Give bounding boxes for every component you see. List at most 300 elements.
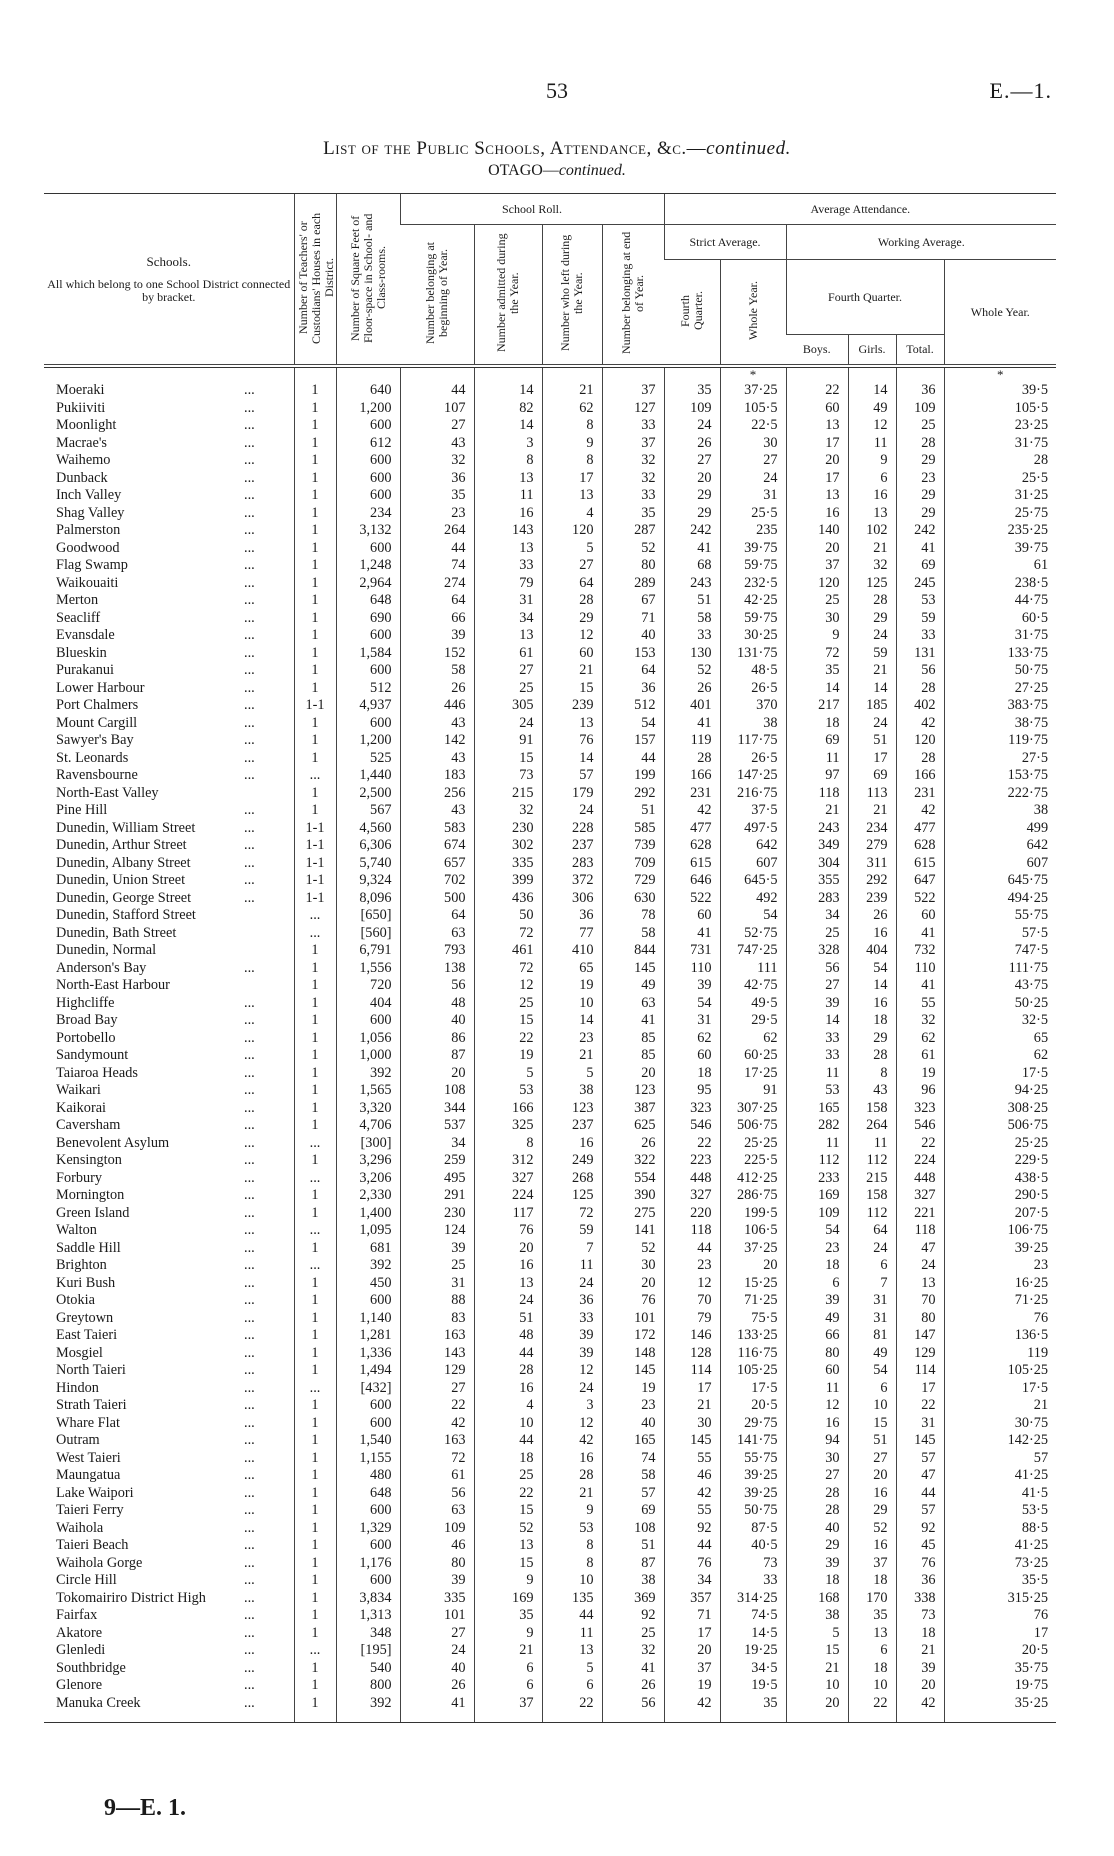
working-boys-cell: 18 [786,1257,848,1275]
roll-left-cell: 21 [542,382,602,400]
roll-left-cell: 22 [542,1695,602,1723]
roll-admitted-cell: 143 [474,522,542,540]
roll-left-cell: 39 [542,1345,602,1363]
roll-admitted-cell: 28 [474,1362,542,1380]
teachers-houses-cell: 1 [294,610,336,628]
roll-left-cell: 268 [542,1170,602,1188]
roll-admitted-cell: 48 [474,1327,542,1345]
roll-admitted-cell: 35 [474,1607,542,1625]
table-row [44,417,1056,435]
roll-admitted-cell: 14 [474,417,542,435]
roll-admitted-cell: 24 [474,715,542,733]
roll-admitted-header [474,225,542,365]
school-name-cell [44,1467,294,1485]
roll-beginning-cell: 43 [400,802,474,820]
teachers-houses-cell: 1 [294,1030,336,1048]
table-row [44,820,1056,838]
strict-fourth-cell: 79 [664,1310,720,1328]
school-name-cell [44,540,294,558]
working-whole-cell: 105·25 [944,1362,1056,1380]
school-name-cell [44,1397,294,1415]
strict-fourth-cell: 62 [664,1030,720,1048]
table-row [44,872,1056,890]
school-name-cell [44,1292,294,1310]
table-row [44,960,1056,978]
roll-left-cell: 24 [542,802,602,820]
working-total-cell: 33 [896,627,944,645]
working-whole-cell: 39·25 [944,1240,1056,1258]
working-boys-cell: 11 [786,1065,848,1083]
strict-whole-cell: 52·75 [720,925,786,943]
working-girls-cell: 17 [848,750,896,768]
roll-end-cell: 287 [602,522,664,540]
leader-dots: ... [244,1327,255,1343]
roll-end-header [602,225,664,365]
leader-dots: ... [244,1659,255,1676]
working-total-cell: 17 [896,1380,944,1398]
working-girls-cell: 24 [848,627,896,645]
school-name: Brighton [56,1257,107,1273]
teachers-houses-cell: 1 [294,1625,336,1643]
roll-admitted-cell: 72 [474,925,542,943]
strict-whole-cell: 116·75 [720,1345,786,1363]
page-reference: E.—1. [989,78,1052,103]
roll-end-cell: 123 [602,1082,664,1100]
table-row [44,1572,1056,1590]
roll-beginning-cell: 101 [400,1607,474,1625]
strict-whole-cell: 71·25 [720,1292,786,1310]
teachers-houses-cell: 1 [294,1240,336,1258]
strict-fourth-cell: 18 [664,1065,720,1083]
roll-admitted-cell: 44 [474,1432,542,1450]
floor-space-cell: 1,565 [336,1082,400,1100]
working-whole-cell: 41·5 [944,1485,1056,1503]
strict-whole-cell: 506·75 [720,1117,786,1135]
working-total-cell: 55 [896,995,944,1013]
roll-left-cell: 15 [542,680,602,698]
school-name: Purakanui [56,662,114,678]
roll-left-cell: 33 [542,1310,602,1328]
working-total-cell: 546 [896,1117,944,1135]
working-whole-cell: 60·5 [944,610,1056,628]
teachers-houses-cell: 1 [294,1572,336,1590]
school-name: Strath Taieri [56,1397,127,1413]
working-total-cell: 42 [896,802,944,820]
school-name-cell [44,855,294,873]
school-name-cell [44,785,294,803]
floor-space-cell: 600 [336,470,400,488]
roll-beginning-cell: 129 [400,1362,474,1380]
roll-end-cell: 58 [602,1467,664,1485]
roll-left-cell: 12 [542,1415,602,1433]
working-girls-cell: 14 [848,382,896,400]
roll-end-cell: 64 [602,662,664,680]
leader-dots: ... [244,522,255,538]
roll-beginning-cell: 657 [400,855,474,873]
roll-admitted-cell: 53 [474,1082,542,1100]
school-name-cell [44,1502,294,1520]
strict-fourth-cell: 42 [664,802,720,820]
school-name: Moonlight [56,417,117,433]
roll-end-cell: 25 [602,1625,664,1643]
working-girls-cell: 14 [848,977,896,995]
roll-left-cell: 57 [542,767,602,785]
leader-dots: ... [244,1379,255,1396]
leader-dots: ... [244,1502,255,1518]
working-total-cell: 245 [896,575,944,593]
table-row [44,732,1056,750]
leader-dots: ... [244,662,255,678]
working-whole-cell: 119·75 [944,732,1056,750]
roll-beginning-cell: 40 [400,1660,474,1678]
teachers-houses-cell: ... [294,925,336,943]
working-whole-cell: 308·25 [944,1100,1056,1118]
working-whole-cell: 39·75 [944,540,1056,558]
strict-fourth-cell: 42 [664,1695,720,1723]
roll-admitted-cell: 13 [474,627,542,645]
working-total-cell: 22 [896,1135,944,1153]
table-row [44,1030,1056,1048]
school-name: Broad Bay [56,1012,118,1028]
school-name: Dunedin, Bath Street [56,924,177,941]
working-whole-cell: 229·5 [944,1152,1056,1170]
leader-dots: ... [244,959,255,976]
roll-left-cell: 5 [542,540,602,558]
table-row [44,1362,1056,1380]
table-title [0,138,1114,160]
floor-space-cell: 480 [336,1467,400,1485]
roll-end-cell: 58 [602,925,664,943]
leader-dots: ... [244,1152,255,1168]
roll-end-cell: 625 [602,1117,664,1135]
working-boys-cell: 54 [786,1222,848,1240]
working-girls-cell: 51 [848,732,896,750]
table-row [44,1467,1056,1485]
working-whole-cell: 17·5 [944,1065,1056,1083]
table-row [44,1222,1056,1240]
table-row [44,837,1056,855]
working-total-cell: 29 [896,505,944,523]
leader-dots: ... [244,1624,255,1641]
strict-whole-cell: 747·25 [720,942,786,960]
working-girls-cell: 6 [848,1380,896,1398]
roll-admitted-cell: 51 [474,1310,542,1328]
teachers-houses-cell: 1 [294,732,336,750]
working-boys-cell: 37 [786,557,848,575]
working-whole-cell: 88·5 [944,1520,1056,1538]
subtitle-continued: continued. [558,162,626,179]
school-name: Glenore [56,1677,103,1693]
working-whole-cell: 35·75 [944,1660,1056,1678]
leader-dots: ... [244,487,255,503]
working-total-cell: 57 [896,1502,944,1520]
roll-end-cell: 289 [602,575,664,593]
roll-beginning-cell: 142 [400,732,474,750]
strict-fourth-cell: 27 [664,452,720,470]
schools-header-label: Schools. [146,253,191,269]
leader-dots: ... [244,539,255,556]
school-name: Tokomairiro District High [56,1589,206,1606]
strict-whole-label: Whole Year. [745,281,760,340]
strict-whole-cell: 117·75 [720,732,786,750]
table-row [44,1100,1056,1118]
teachers-houses-cell: 1 [294,1187,336,1205]
strict-average-header: Strict Average. [664,225,786,260]
floor-space-cell: 4,706 [336,1117,400,1135]
teachers-houses-cell: 1 [294,557,336,575]
working-whole-cell: 153·75 [944,767,1056,785]
school-name-cell [44,557,294,575]
floor-space-cell: 525 [336,750,400,768]
roll-end-cell: 80 [602,557,664,575]
strict-fourth-cell: 17 [664,1380,720,1398]
floor-space-cell: 1,000 [336,1047,400,1065]
floor-space-cell: 1,540 [336,1432,400,1450]
strict-fourth-cell: 21 [664,1397,720,1415]
roll-left-cell: 38 [542,1082,602,1100]
school-name: Dunedin, Normal [56,942,157,958]
table-row [44,592,1056,610]
strict-fourth-cell: 646 [664,872,720,890]
strict-fourth-cell: 28 [664,750,720,768]
floor-space-cell: 8,096 [336,890,400,908]
roll-beginning-cell: 26 [400,680,474,698]
floor-space-cell: 1,400 [336,1205,400,1223]
working-whole-cell: 73·25 [944,1555,1056,1573]
roll-end-cell: 322 [602,1152,664,1170]
school-name-cell [44,1607,294,1625]
working-total-cell: 76 [896,1555,944,1573]
roll-end-cell: 630 [602,890,664,908]
roll-left-cell: 24 [542,1380,602,1398]
teachers-houses-cell: 1 [294,1555,336,1573]
table-row [44,1502,1056,1520]
strict-whole-cell: 216·75 [720,785,786,803]
roll-beginning-cell: 291 [400,1187,474,1205]
floor-space-cell: 1,494 [336,1362,400,1380]
working-total-cell: 70 [896,1292,944,1310]
floor-space-cell: 512 [336,680,400,698]
strict-fourth-cell: 522 [664,890,720,908]
working-whole-cell: 31·75 [944,627,1056,645]
roll-admitted-cell: 6 [474,1660,542,1678]
roll-end-cell: 153 [602,645,664,663]
leader-dots: ... [244,1432,255,1448]
working-girls-cell: 29 [848,610,896,628]
school-name: Mount Cargill [56,714,138,731]
roll-left-label: Number who left during the Year. [558,234,585,352]
strict-fourth-cell: 55 [664,1450,720,1468]
roll-beginning-label: Number belonging at beginning of Year. [422,242,450,344]
roll-left-cell: 62 [542,400,602,418]
teachers-houses-cell: 1 [294,1695,336,1723]
roll-end-cell: 30 [602,1257,664,1275]
roll-admitted-cell: 82 [474,400,542,418]
school-name: Flag Swamp [56,557,128,573]
strict-fourth-cell: 37 [664,1660,720,1678]
table-row [44,1065,1056,1083]
working-average-header: Working Average. [786,225,1056,260]
table-row [44,925,1056,943]
roll-beginning-cell: 42 [400,1415,474,1433]
table-row [44,1415,1056,1433]
roll-end-cell: 76 [602,1292,664,1310]
school-name: Portobello [56,1029,116,1046]
school-name: Merton [56,592,99,608]
working-boys-cell: 94 [786,1432,848,1450]
school-name: Goodwood [56,539,120,556]
working-boys-cell: 56 [786,960,848,978]
working-whole-cell: 506·75 [944,1117,1056,1135]
table-row [44,995,1056,1013]
strict-fourth-cell: 39 [664,977,720,995]
roll-end-cell: 51 [602,802,664,820]
working-total-cell: 42 [896,715,944,733]
working-boys-cell: 60 [786,1362,848,1380]
working-boys-cell: 20 [786,540,848,558]
strict-whole-cell: 40·5 [720,1537,786,1555]
school-name: Dunedin, George Street [56,889,192,906]
working-whole-cell: 76 [944,1607,1056,1625]
roll-left-cell: 27 [542,557,602,575]
working-whole-cell: 25·75 [944,505,1056,523]
strict-whole-cell: 607 [720,855,786,873]
working-total-cell: 69 [896,557,944,575]
table-row [44,627,1056,645]
table-row [44,767,1056,785]
floor-space-cell: 348 [336,1625,400,1643]
teachers-houses-cell: 1 [294,1520,336,1538]
working-boys-cell: 14 [786,1012,848,1030]
asterisk-row [44,368,1056,383]
working-girls-cell: 49 [848,1345,896,1363]
working-whole-cell: 31·75 [944,435,1056,453]
roll-beginning-cell: 124 [400,1222,474,1240]
strict-fourth-cell: 12 [664,1275,720,1293]
teachers-houses-cell: 1 [294,1205,336,1223]
working-total-cell: 402 [896,697,944,715]
working-boys-cell: 53 [786,1082,848,1100]
roll-left-cell: 372 [542,872,602,890]
roll-beginning-cell: 72 [400,1450,474,1468]
leader-dots: ... [244,1414,255,1431]
working-girls-cell: 52 [848,1520,896,1538]
teachers-houses-cell: ... [294,1170,336,1188]
page-number: 53 [546,78,568,103]
strict-fourth-cell: 31 [664,1012,720,1030]
strict-fourth-cell: 109 [664,400,720,418]
teachers-houses-cell: 1 [294,505,336,523]
working-boys-cell: 355 [786,872,848,890]
working-girls-cell: 102 [848,522,896,540]
roll-admitted-cell: 8 [474,1135,542,1153]
roll-beginning-cell: 44 [400,382,474,400]
working-total-cell: 166 [896,767,944,785]
working-boys-cell: 20 [786,452,848,470]
floor-space-cell: 2,964 [336,575,400,593]
roll-left-cell: 64 [542,575,602,593]
roll-end-cell: 172 [602,1327,664,1345]
strict-fourth-cell: 29 [664,505,720,523]
teachers-houses-cell: 1 [294,627,336,645]
roll-left-cell: 228 [542,820,602,838]
roll-admitted-cell: 33 [474,557,542,575]
strict-whole-cell: 39·25 [720,1485,786,1503]
strict-fourth-cell: 223 [664,1152,720,1170]
working-total-cell: 42 [896,1695,944,1723]
school-name-cell [44,435,294,453]
working-boys-cell: 21 [786,1660,848,1678]
table-subtitle [0,162,1114,180]
strict-whole-cell: 48·5 [720,662,786,680]
working-whole-cell: 39·5 [944,382,1056,400]
teachers-houses-cell: 1 [294,1117,336,1135]
floor-space-cell: 450 [336,1275,400,1293]
floor-space-cell: 6,791 [336,942,400,960]
school-name-cell [44,995,294,1013]
school-name-cell [44,1152,294,1170]
roll-end-cell: 145 [602,960,664,978]
working-boys-cell: 17 [786,435,848,453]
teachers-houses-cell: 1 [294,1660,336,1678]
roll-beginning-cell: 500 [400,890,474,908]
floor-space-cell: 681 [336,1240,400,1258]
roll-beginning-cell: 264 [400,522,474,540]
roll-end-cell: 35 [602,505,664,523]
working-whole-cell: 27·25 [944,680,1056,698]
leader-dots: ... [244,1572,255,1588]
roll-admitted-cell: 166 [474,1100,542,1118]
working-total-cell: 60 [896,907,944,925]
school-name: Outram [56,1432,100,1448]
school-name-cell [44,1345,294,1363]
roll-end-cell: 369 [602,1590,664,1608]
working-whole-cell: 105·5 [944,400,1056,418]
roll-left-cell: 12 [542,1362,602,1380]
teachers-houses-cell: 1 [294,1450,336,1468]
teachers-houses-cell: 1 [294,1327,336,1345]
working-whole-cell: 57 [944,1450,1056,1468]
school-name: St. Leonards [56,749,129,766]
school-name: Sandymount [56,1047,129,1063]
working-girls-cell: 22 [848,1695,896,1723]
working-girls-cell: 64 [848,1222,896,1240]
leader-dots: ... [244,644,255,661]
working-fourth-header: Fourth Quarter. [786,260,944,335]
leader-dots: ... [244,872,255,888]
working-whole-cell: 62 [944,1047,1056,1065]
teachers-houses-cell: 1 [294,1590,336,1608]
working-total-cell: 120 [896,732,944,750]
roll-left-cell: 24 [542,1275,602,1293]
leader-dots: ... [244,434,255,451]
working-boys-cell: 11 [786,1135,848,1153]
strict-fourth-cell: 41 [664,925,720,943]
strict-fourth-cell: 68 [664,557,720,575]
school-name-cell [44,960,294,978]
roll-beginning-cell: 183 [400,767,474,785]
roll-admitted-cell: 461 [474,942,542,960]
roll-left-cell: 11 [542,1625,602,1643]
floor-space-cell: 600 [336,1292,400,1310]
school-name-cell [44,452,294,470]
working-total-cell: 36 [896,1572,944,1590]
working-boys-cell: 16 [786,505,848,523]
working-total-cell: 39 [896,1660,944,1678]
working-whole-cell: 642 [944,837,1056,855]
roll-left-cell: 16 [542,1135,602,1153]
school-name-cell [44,767,294,785]
